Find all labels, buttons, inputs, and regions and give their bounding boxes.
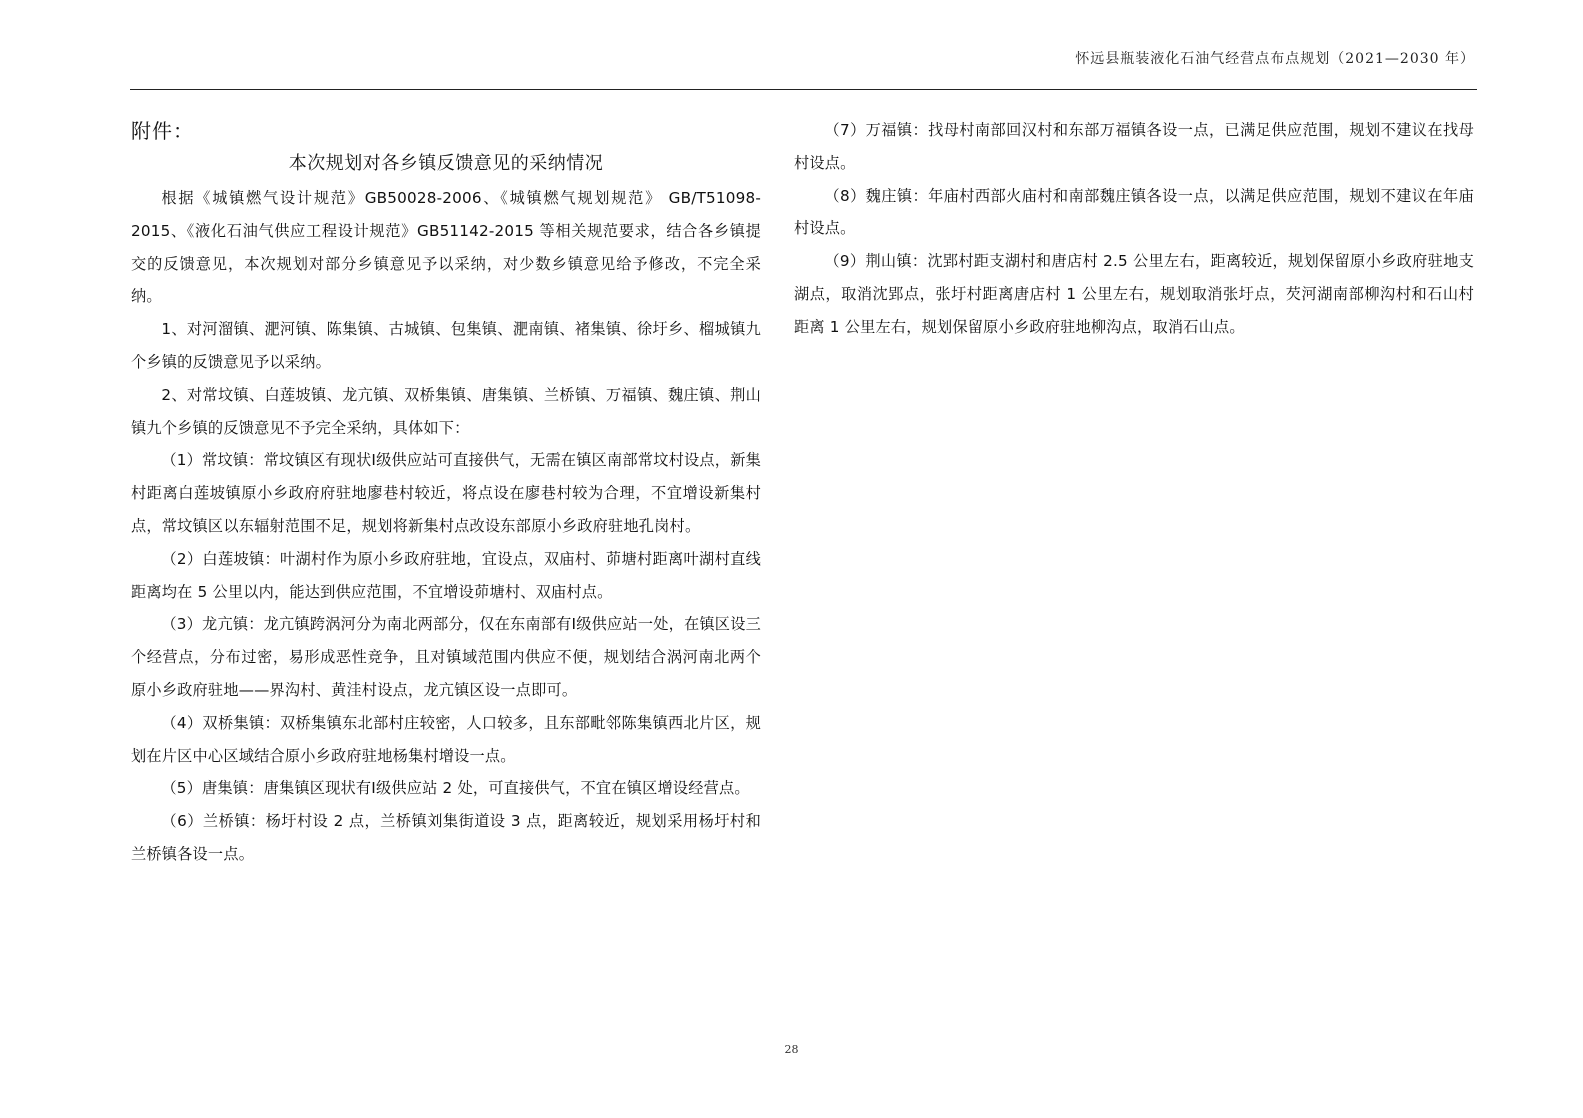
item-1-paragraph: 1、对河溜镇、淝河镇、陈集镇、古城镇、包集镇、淝南镇、褚集镇、徐圩乡、榴城镇九个乡镇的反馈意见予以采纳。 [131, 320, 761, 371]
header-rule [130, 89, 1477, 90]
lanqiao-paragraph: （6）兰桥镇：杨圩村设 2 点，兰桥镇刘集街道设 3 点，距离较近，规划采用杨圩村和兰桥镇各设一点。 [131, 812, 761, 863]
left-column [131, 114, 761, 871]
attachment-label: 附件： [131, 119, 194, 143]
item-2-paragraph: 2、对常坟镇、白莲坡镇、龙亢镇、双桥集镇、唐集镇、兰桥镇、万福镇、魏庄镇、荆山镇九个乡镇的反馈意见不予完全采纳，具体如下： [131, 385, 761, 437]
weizhuang-paragraph: （8）魏庄镇：年庙村西部火庙村和南部魏庄镇各设一点，以满足供应范围，规划不建议在年庙村设点。 [794, 186, 1474, 238]
jingshan-paragraph: （9）荆山镇：沈郢村距支湖村和唐店村 2.5 公里左右，距离较近，规划保留原小乡政府驻地支湖点，取消沈郢点，张圩村距离唐店村 1 公里左右，规划取消张圩点，芡河湖南部柳沟村和石山村距离 1 公里左右，规划保留原小乡政府驻地柳沟点，取消石山点。 [794, 252, 1474, 336]
section-title: 本次规划对各乡镇反馈意见的采纳情况 [288, 153, 604, 174]
changfen-paragraph: （1）常坟镇：常坟镇区有现状Ⅰ级供应站可直接供气，无需在镇区南部常坟村设点，新集村距离白莲坡镇原小乡政府府驻地廖巷村较近，将点设在廖巷村较为合理，不宜增设新集村点，常坟镇区以东辐射范围不足，规划将新集村点改设东部原小乡政府驻地孔岗村。 [131, 451, 761, 535]
intro-paragraph: 根据《城镇燃气设计规范》GB50028-2006、《城镇燃气规划规范》 GB/T51098-2015、《液化石油气供应工程设计规范》GB51142-2015 等相关规范要求，结合各乡镇提交的反馈意见，本次规划对部分乡镇意见予以采纳，对少数乡镇意见给予修改，不完全采纳。 [131, 189, 761, 306]
longkang-paragraph: （3）龙亢镇：龙亢镇跨涡河分为南北两部分，仅在东南部有Ⅰ级供应站一处，在镇区设三个经营点，分布过密，易形成恶性竞争，且对镇域范围内供应不便，规划结合涡河南北两个原小乡政府驻地——界沟村、黄洼村设点，龙亢镇区设一点即可。 [131, 615, 761, 699]
right-column [794, 114, 1474, 344]
page-number: 28 [784, 1043, 799, 1056]
document-header-title: 怀远县瓶装液化石油气经营点布点规划（2021—2030 年） [1075, 51, 1475, 67]
bailianpo-paragraph: （2）白莲坡镇：叶湖村作为原小乡政府驻地，宜设点，双庙村、茆塘村距离叶湖村直线距离均在 5 公里以内，能达到供应范围，不宜增设茆塘村、双庙村点。 [131, 549, 761, 601]
tangji-paragraph: （5）唐集镇：唐集镇区现状有Ⅰ级供应站 2 处，可直接供气，不宜在镇区增设经营点。 [161, 779, 750, 798]
wanfu-paragraph: （7）万福镇：找母村南部回汉村和东部万福镇各设一点，已满足供应范围，规划不建议在找母村设点。 [794, 121, 1474, 172]
shuangqiaoji-paragraph: （4）双桥集镇：双桥集镇东北部村庄较密，人口较多，且东部毗邻陈集镇西北片区，规划在片区中心区域结合原小乡政府驻地杨集村增设一点。 [131, 713, 761, 765]
